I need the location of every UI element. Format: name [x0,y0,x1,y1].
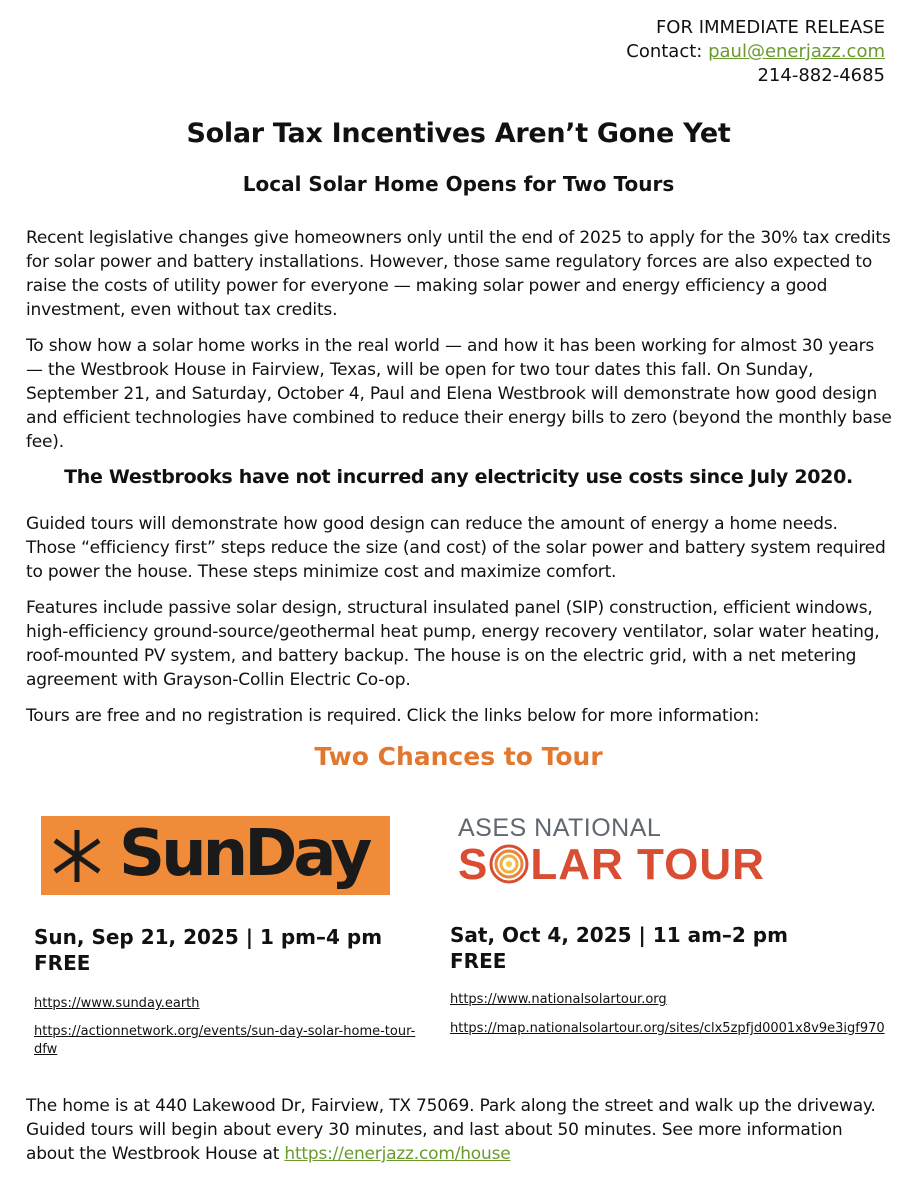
page-title: Solar Tax Incentives Aren’t Gone Yet [186,118,731,149]
contact-email-link[interactable]: paul@enerjazz.com [708,41,885,62]
event-date: Sun, Sep 21, 2025 | 1 pm–4 pm [34,925,383,949]
ases-solar-tour-logo [452,808,812,903]
page-subtitle: Local Solar Home Opens for Two Tours [242,172,675,196]
sun-burst-icon [51,830,103,882]
contact-label: Contact: [626,41,709,62]
ases-logo-top-text: ASES NATIONAL [458,814,662,842]
event-price: FREE [34,951,91,975]
solar-tour-map-link[interactable]: https://map.nationalsolartour.org/sites/clx5zpfjd0001x8v9e3igf970 [450,1021,885,1036]
highlight-statement: The Westbrooks have not incurred any electricity use costs since July 2020. [64,466,853,488]
contact-phone: 214-882-4685 [757,65,885,86]
release-label: FOR IMMEDIATE RELEASE [655,17,885,38]
sunday-logo [41,816,390,895]
actionnetwork-event-link[interactable]: https://actionnetwork.org/events/sun-day-solar-home-tour-dfw [34,1024,416,1057]
release-header [626,16,885,88]
event-solar-tour [450,922,900,1036]
location-text: The home is at 440 Lakewood Dr, Fairview, TX 75069. Park along the street and walk up the driveway. Guided tours will begin about every 30 minutes, and last about 50 minutes. See more information about the Westbrook House at [26,1096,876,1164]
location-paragraph [26,1094,892,1166]
national-solar-tour-link[interactable]: https://www.nationalsolartour.org [450,992,667,1007]
contact-line [626,40,885,64]
sunday-website-link[interactable]: https://www.sunday.earth [34,996,200,1011]
ases-logo-bottom-text [458,840,765,890]
sun-rings-icon [489,844,529,884]
guided-tours-paragraph: Guided tours will demonstrate how good design can reduce the amount of energy a home needs. Those “efficiency first” steps reduce the size (and cost) of the solar power and battery system required to power the house. These steps minimize cost and maximize comfort. [26,514,886,582]
event-price: FREE [450,949,507,973]
ases-logo-rest: LAR TOUR [530,840,765,889]
ases-logo-s: S [458,840,489,889]
tour-paragraph: To show how a solar home works in the real world — and how it has been working for almost 30 years — the Westbrook House in Fairview, Texas, will be open for two tour dates this fall. On Sunday, September 21, and Saturday, October 4, Paul and Elena Westbrook will demonstrate how good design and efficient technologies have combined to reduce their energy bills to zero (beyond the monthly base fee). [26,336,892,452]
tour-heading: Two Chances to Tour [314,742,603,771]
event-date: Sat, Oct 4, 2025 | 11 am–2 pm [450,923,788,947]
free-tours-paragraph: Tours are free and no registration is required. Click the links below for more information: [26,706,760,726]
sunday-wordmark: SunDay [119,817,369,891]
intro-paragraph: Recent legislative changes give homeowners only until the end of 2025 to apply for the 30% tax credits for solar power and battery installations. However, those same regulatory forces are also expected to raise the costs of utility power for everyone — making solar power and energy efficiency a good investment, even without tax credits. [26,228,891,320]
features-paragraph: Features include passive solar design, structural insulated panel (SIP) construction, efficient windows, high-efficiency ground-source/geothermal heat pump, energy recovery ventilator, solar water heating, roof-mounted PV system, and battery backup. The house is on the electric grid, with a net metering agreement with Grayson-Collin Electric Co-op. [26,598,880,690]
westbrook-house-link[interactable]: https://enerjazz.com/house [284,1144,511,1164]
event-sunday [34,924,434,1059]
